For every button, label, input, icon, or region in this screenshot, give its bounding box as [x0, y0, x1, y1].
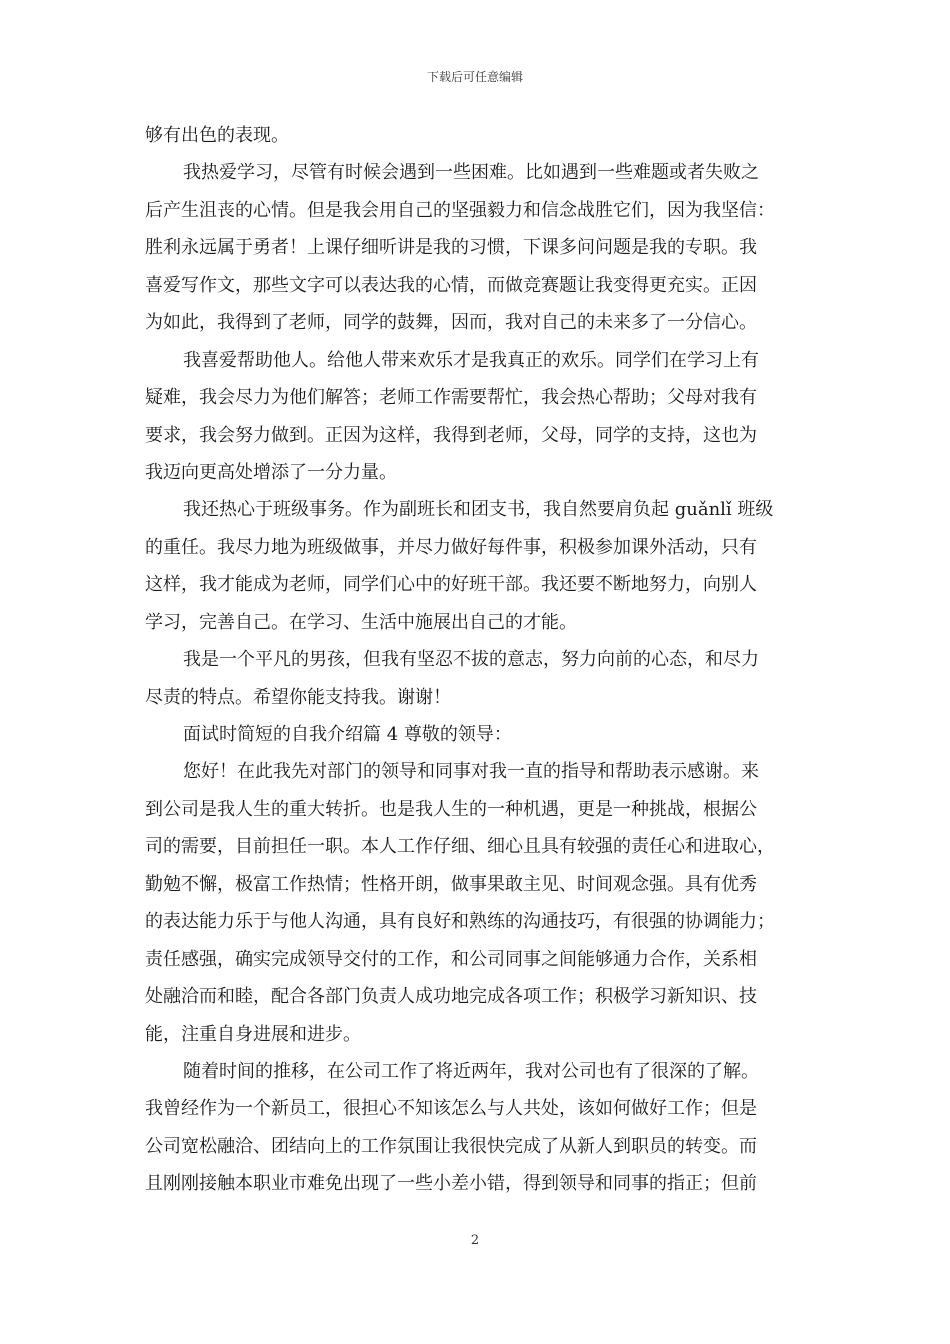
- text-line: 够有出色的表现。: [145, 125, 289, 146]
- text-line: 我还热心于班级事务。作为副班长和团支书，我自然要肩负起 guǎnlǐ 班级: [183, 499, 774, 521]
- text-line: 我迈向更高处增添了一分力量。: [145, 461, 397, 483]
- text-line: 为如此，我得到了老师，同学的鼓舞，因而，我对自己的未来多了一分信心。: [145, 312, 757, 334]
- text-line: 后产生沮丧的心情。但是我会用自己的坚强毅力和信念战胜它们，因为我坚信：: [145, 199, 775, 221]
- text-line: 处融洽而和睦，配合各部门负责人成功地完成各项工作；积极学习新知识、技: [145, 986, 757, 1008]
- text-line: 的表达能力乐于与他人沟通，具有良好和熟练的沟通技巧，有很强的协调能力；: [145, 911, 775, 933]
- text-line: 公司宽松融洽、团结向上的工作氛围让我很快完成了从新人到职员的转变。而: [145, 1135, 757, 1157]
- text-line: 这样，我才能成为老师，同学们心中的好班干部。我还要不断地努力，向别人: [145, 574, 757, 596]
- text-line: 面试时简短的自我介绍篇 4 尊敬的领导：: [183, 724, 512, 745]
- text-line: 您好！在此我先对部门的领导和同事对我一直的指导和帮助表示感谢。来: [183, 761, 759, 783]
- text-line: 责任感强，确实完成领导交付的工作，和公司同事之间能够通力合作，关系相: [145, 948, 757, 970]
- text-line: 我热爱学习，尽管有时候会遇到一些困难。比如遇到一些难题或者失败之: [183, 162, 759, 184]
- text-line: 尽责的特点。希望你能支持我。谢谢！: [145, 686, 451, 708]
- text-line: 司的需要，目前担任一职。本人工作仔细、细心且具有较强的责任心和进取心，: [145, 836, 775, 858]
- text-line: 我是一个平凡的男孩，但我有坚忍不拔的意志，努力向前的心态，和尽力: [183, 649, 759, 671]
- text-line: 的重任。我尽力地为班级做事，并尽力做好每件事，积极参加课外活动，只有: [145, 536, 757, 558]
- text-line: 要求，我会努力做到。正因为这样，我得到老师，父母，同学的支持，这也为: [145, 424, 757, 446]
- text-line: 到公司是我人生的重大转折。也是我人生的一种机遇，更是一种挑战，根据公: [145, 798, 757, 820]
- text-line: 且刚刚接触本职业市难免出现了一些小差小错，得到领导和同事的指正；但前: [145, 1173, 757, 1195]
- text-line: 勤勉不懈，极富工作热情；性格开朗，做事果敢主见、时间观念强。具有优秀: [145, 873, 757, 895]
- text-line: 学习，完善自己。在学习、生活中施展出自己的才能。: [145, 611, 577, 633]
- page-number: 2: [470, 1233, 480, 1248]
- document-body: [145, 117, 809, 1203]
- text-line: 疑难，我会尽力为他们解答；老师工作需要帮忙，我会热心帮助；父母对我有: [145, 387, 757, 409]
- text-line: 喜爱写作文，那些文字可以表达我的心情，而做竞赛题让我变得更充实。正因: [145, 274, 757, 296]
- text-line: 我喜爱帮助他人。给他人带来欢乐才是我真正的欢乐。同学们在学习上有: [183, 349, 759, 371]
- text-line: 随着时间的推移，在公司工作了将近两年，我对公司也有了很深的了解。: [183, 1060, 759, 1082]
- text-line: 能，注重自身进展和进步。: [145, 1023, 361, 1045]
- text-line: 我曾经作为一个新员工，很担心不知该怎么与人共处，该如何做好工作；但是: [145, 1098, 757, 1120]
- page-header: 下载后可任意编辑: [426, 70, 523, 84]
- text-line: 胜利永远属于勇者！上课仔细听讲是我的习惯，下课多问问题是我的专职。我: [145, 237, 757, 259]
